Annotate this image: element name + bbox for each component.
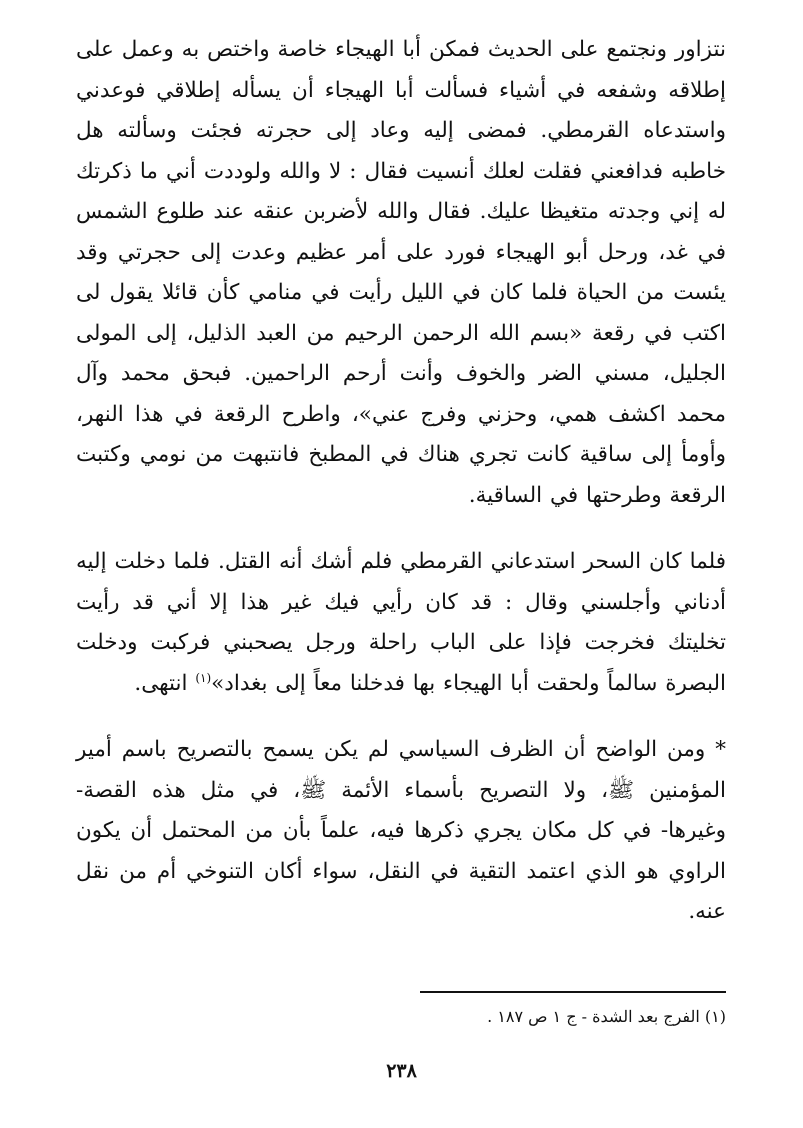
paragraph-1: نتزاور ونجتمع على الحديث فمكن أبا الهيجاء خاصة واختص به وعمل على إطلاقه وشفعه في أشياء فسألت أبا الهيجاء أن يسأله إطلاقي فوعدني واستدعاه القرمطي. فمضى إليه وعاد إلى حجرته فجئت وسألته هل خاطبه فدافعني فقلت لعلك أنسيت فقال : لا والله ولوددت أني ما ذكرتك له إني وجدته متغيظا عليك. فقال والله لأضربن عنقه عند طلوع الشمس في غد، ورحل أبو الهيجاء فورد على أمر عظيم وعدت إلى حجرتي وقد يئست من الحياة فلما كان في الليل رأيت في منامي كأن قائلا يقول لى اكتب في رقعة «بسم الله الرحمن الرحيم من العبد الذليل، إلى المولى الجليل، مسني الضر والخوف وأنت أرحم الراحمين. فبحق محمد وآل محمد اكشف همي، وحزني وفرج عني»، واطرح الرقعة في هذا النهر، وأومأ إلى ساقية كانت تجري هناك في المطبخ فانتبهت من نومي وكتبت الرقعة وطرحتها في الساقية. bbox=[76, 37, 726, 508]
page-number: ٢٣٨ bbox=[386, 1060, 417, 1082]
page-body bbox=[76, 30, 726, 933]
footnote-reference: (١) bbox=[195, 670, 212, 685]
paragraph-2-ending: انتهى. bbox=[134, 670, 196, 696]
footnote-divider bbox=[420, 991, 726, 993]
paragraph-2 bbox=[76, 542, 726, 704]
paragraph-3: * ومن الواضح أن الظرف السياسي لم يكن يسمح بالتصريح باسم أمير المؤمنين ﷺ، ولا التصريح بأسماء الأئمة ﷺ، في مثل هذه القصة- وغيرها- في كل مكان يجري ذكرها فيه، علماً بأن من المحتمل أن يكون الراوي هو الذي اعتمد التقية في النقل، سواء أكان التنوخي أم من نقل عنه. bbox=[76, 737, 726, 924]
paragraph-2-text: فلما كان السحر استدعاني القرمطي فلم أشك أنه القتل. فلما دخلت إليه أدناني وأجلسني وقال : قد كان رأيي فيك غير هذا إلا أني قد رأيت تخليتك فخرجت فإذا على الباب راحلة ورجل يصحبني فركبت ودخلت البصرة سالماً ولحقت أبا الهيجاء بها فدخلنا معاً إلى بغداد» bbox=[76, 549, 726, 696]
footnote-text: (١) الفرج بعد الشدة - ج ١ ص ١٨٧ . bbox=[487, 1007, 726, 1026]
